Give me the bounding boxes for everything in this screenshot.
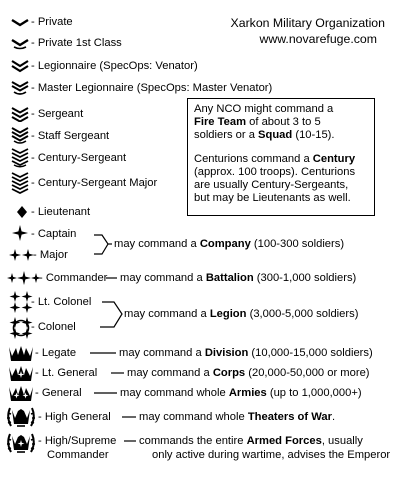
three-star-icon (6, 270, 42, 286)
rank-legionnaire: - Legionnaire (SpecOps: Venator) (31, 60, 198, 72)
nco-note-box (187, 98, 375, 216)
rank-general: - General (35, 387, 82, 399)
command-company: may command a Company (100-300 soldiers) (114, 238, 345, 250)
command-battalion: may command a Battalion (300-1,000 soldiers) (120, 272, 357, 284)
crown-star-icon (7, 363, 35, 383)
crown-stars-icon (7, 383, 35, 403)
command-corps: may command a Corps (20,000-50,000 or more) (127, 367, 370, 379)
four-chevron-icon (10, 127, 30, 145)
company-brace (94, 235, 108, 254)
rank-private: - Private (31, 16, 73, 28)
rank-century-sergeant-major: - Century-Sergeant Major (31, 177, 158, 189)
crown-icon (7, 343, 35, 363)
rank-lt-colonel: - Lt. Colonel (31, 296, 92, 308)
nco-note-century: Centurions command a Century (approx. 100 troops). Centurions are usually Century-Sergeants, but may be Lieutenants as well. (194, 153, 356, 204)
rank-legate: - Legate (35, 347, 77, 359)
double-chevron-icon (10, 58, 30, 74)
two-star-icon (8, 247, 36, 263)
nco-note-fire-team: Any NCO might command a Fire Team of about 3 to 5 soldiers or a Squad (10-15). (194, 103, 335, 141)
rank-master-legionnaire: - Master Legionnaire (SpecOps: Master Venator) (31, 82, 273, 94)
six-chevron-icon (10, 172, 30, 194)
triple-chevron-icon (10, 80, 30, 96)
command-theaters: may command whole Theaters of War. (139, 411, 336, 423)
wreathed-crown-icon (5, 404, 37, 430)
diamond-icon (12, 204, 32, 220)
rank-high-supreme: - High/Supreme (38, 435, 117, 447)
rank-sergeant: - Sergeant (31, 108, 84, 120)
five-chevron-icon (10, 148, 30, 168)
command-armies: may command whole Armies (up to 1,000,000+) (120, 387, 362, 399)
single-chevron-icon (10, 14, 30, 30)
supreme-wreathed-crown-icon (5, 430, 37, 456)
rank-commander-continued: Commander (47, 449, 109, 461)
rank-century-sergeant: - Century-Sergeant (31, 152, 127, 164)
page-title: Xarkon Military Organization (230, 16, 385, 30)
four-point-star-icon (9, 224, 31, 242)
rank-captain: - Captain (31, 228, 77, 240)
command-armed-forces: commands the entire Armed Forces, usually (139, 435, 363, 447)
command-legion: may command a Legion (3,000-5,000 soldiers) (124, 308, 359, 320)
rank-high-general: - High General (38, 411, 111, 423)
three-chevron-icon (10, 106, 30, 122)
chevron-arc-icon (10, 35, 30, 51)
rank-commander: - Commander (39, 272, 108, 284)
legion-brace (100, 302, 122, 327)
rank-major: - Major (33, 249, 68, 261)
rank-colonel: - Colonel (31, 321, 76, 333)
command-division: may command a Division (10,000-15,000 soldiers) (119, 347, 373, 359)
page-url: www.novarefuge.com (259, 32, 377, 46)
command-armed-forces-note: only active during wartime, advises the Emperor (152, 449, 391, 461)
rank-staff-sergeant: - Staff Sergeant (31, 130, 110, 142)
rank-lieutenant: - Lieutenant (31, 206, 91, 218)
rank-lt-general: - Lt. General (35, 367, 98, 379)
rank-private-1st-class: - Private 1st Class (31, 37, 122, 49)
